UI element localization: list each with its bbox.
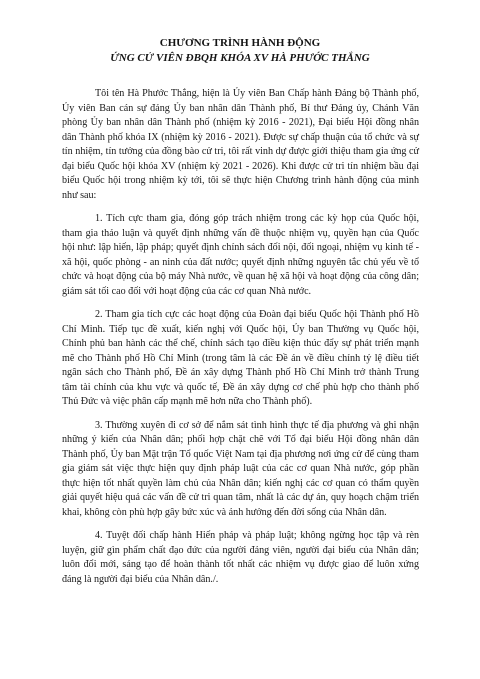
- document-body: [62, 87, 419, 596]
- document-subtitle: ỨNG CỬ VIÊN ĐBQH KHÓA XV HÀ PHƯỚC THẮNG: [110, 52, 370, 64]
- action-item-1: 1. Tích cực tham gia, đóng góp trách nhiệm trong các kỳ họp của Quốc hội, tham gia thảo luận và quyết định những vấn đề thuộc nhiệm vụ, quyền hạn của Quốc hội như: lập hiến, lập pháp; quyết định chính sách đối nội, đối ngoại, nhiệm vụ kinh tế - xã hội, quốc phòng - an ninh của đất nước; quyết định những nguyên tắc chủ yếu về tổ chức và hoạt động của bộ máy Nhà nước, về quan hệ xã hội và hoạt động của công dân; giám sát tối cao đối với hoạt động của các cơ quan Nhà nước.: [62, 213, 419, 297]
- action-item-2: 2. Tham gia tích cực các hoạt động của Đoàn đại biểu Quốc hội Thành phố Hồ Chí Minh. Tiếp tục đề xuất, kiến nghị với Quốc hội, Ủy ban Thường vụ Quốc hội, Chính phủ ban hành các thể chế, chính sách tạo điều kiện thúc đẩy sự phát triển mạnh mẽ cho Thành phố Hồ Chí Minh (trong tâm là các Đề án về điều chỉnh tỷ lệ điều tiết ngân sách cho Thành phố, Đề án xây dựng Thành phố Hồ Chí Minh trở thành Trung tâm tài chính của khu vực và quốc tế, Đề án xây dựng cơ chế phù hợp cho thành phố Thủ Đức và việc phân cấp mạnh mẽ hơn nữa cho Thành phố).: [62, 309, 419, 407]
- action-item-4: 4. Tuyệt đối chấp hành Hiến pháp và pháp luật; không ngừng học tập và rèn luyện, giữ gìn phẩm chất đạo đức của người đảng viên, người đại biểu của Nhân dân; luôn đổi mới, sáng tạo để hoàn thành tốt nhất các nhiệm vụ được giao để luôn xứng đáng là người đại biểu của Nhân dân./.: [62, 530, 419, 585]
- intro-paragraph: Tôi tên Hà Phước Thắng, hiện là Ủy viên Ban Chấp hành Đảng bộ Thành phố, Ủy viên Ban cán sự đảng Ủy ban nhân dân Thành phố, Bí thư Đảng ủy, Chánh Văn phòng Ủy ban nhân dân Thành phố (nhiệm kỳ 2016 - 2021), Đại biểu Hội đồng nhân dân Thành phố khóa IX (nhiệm kỳ 2016 - 2021). Được sự chấp thuận của tổ chức và sự tín nhiệm, tín tưởng của đồng bào cử tri, tôi rất vinh dự được giới thiệu tham gia ứng cử đại biểu Quốc hội khóa XV (nhiệm kỳ 2021 - 2026). Khi được cử tri tín nhiệm bầu đại biểu Quốc hội trong nhiệm kỳ tới, tôi sẽ thực hiện Chương trình hành động của mình như sau:: [62, 88, 419, 201]
- action-item-3: 3. Thường xuyên đi cơ sở để nắm sát tình hình thực tế địa phương và ghi nhận những ý kiến của Nhân dân; phối hợp chặt chẽ với Tổ đại biểu Hội đồng nhân dân Thành phố, Ủy ban Mặt trận Tổ quốc Việt Nam tại địa phương nơi ứng cử để cùng tham gia giám sát việc thực hiện quy định pháp luật của các cơ quan Nhà nước, góp phần thực hiện tốt nhất quyền làm chủ của Nhân dân; kiến nghị các cơ quan có thẩm quyền giải quyết hiệu quả các vấn đề cử tri quan tâm, nhất là các dự án, quy hoạch chậm triển khai, không còn phù hợp gây bức xúc và ảnh hưởng đến đời sống của Nhân dân.: [62, 419, 419, 518]
- document-title: CHƯƠNG TRÌNH HÀNH ĐỘNG: [159, 37, 321, 49]
